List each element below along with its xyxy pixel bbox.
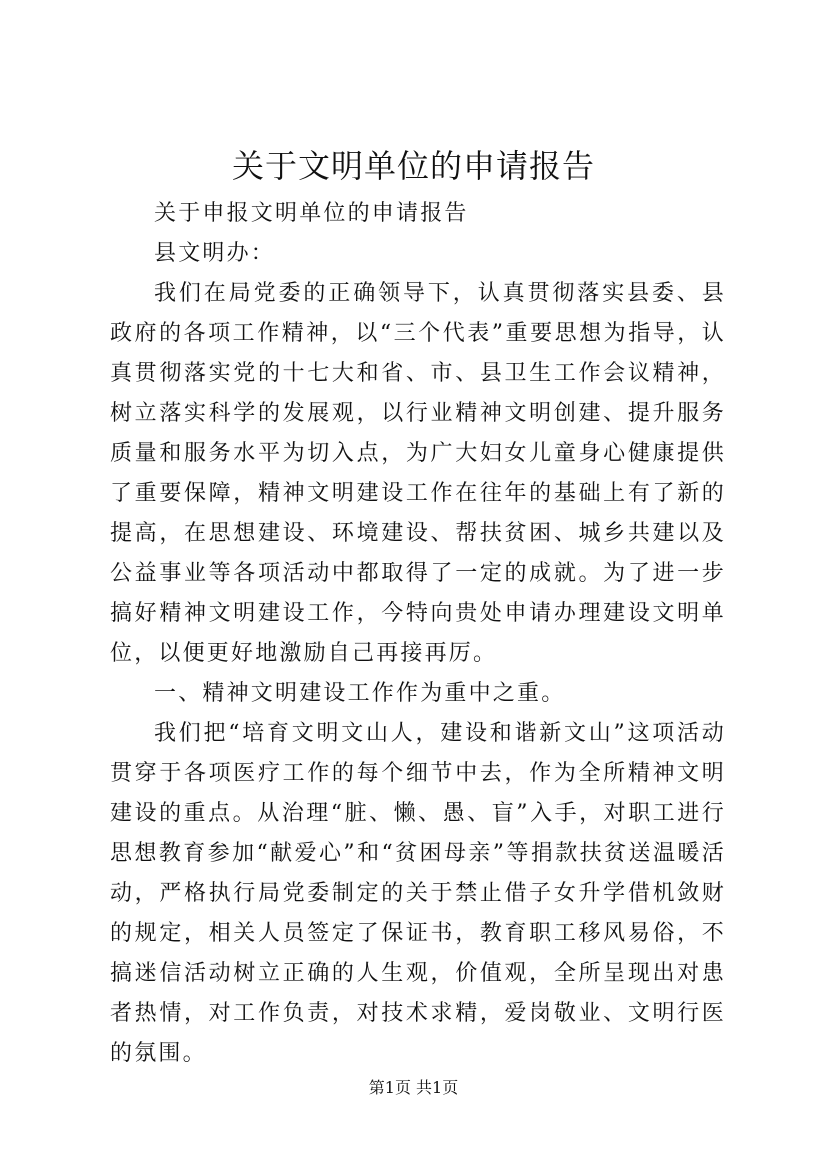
paragraph-section-1: 我们把“培育文明文山人，建设和谐新文山”这项活动贯穿于各项医疗工作的每个细节中去，作为全所精神文明建设的重点。从治理“脏、懒、愚、盲”入手，对职工进行思想教育参加“献爱心”和“贫困母亲”等捐款扶贫送温暖活动，严格执行局党委制定的关于禁止借子女升学借机敛财的规定，相关人员签定了保证书，教育职工移风易俗，不搞迷信活动树立正确的人生观，价值观，全所呈现出对患者热情，对工作负责，对技术求精，爱岗敬业、文明行医的氛围。 [110, 721, 726, 1066]
document-body [110, 194, 726, 1074]
page-title: 关于文明单位的申请报告 [231, 147, 595, 185]
document-subtitle: 关于申报文明单位的申请报告 [154, 201, 469, 226]
page-footer: 第1页 共1页 [368, 1078, 459, 1097]
section-heading-1: 一、精神文明建设工作作为重中之重。 [154, 681, 566, 706]
salutation: 县文明办： [154, 241, 276, 266]
paragraph-intro: 我们在局党委的正确领导下，认真贯彻落实县委、县政府的各项工作精神，以“三个代表”重要思想为指导，认真贯彻落实党的十七大和省、市、县卫生工作会议精神，树立落实科学的发展观，以行业精神文明创建、提升服务质量和服务水平为切入点，为广大妇女儿童身心健康提供了重要保障，精神文明建设工作在往年的基础上有了新的提高，在思想建设、环境建设、帮扶贫困、城乡共建以及公益事业等各项活动中都取得了一定的成就。为了进一步搞好精神文明建设工作，今特向贵处申请办理建设文明单位，以便更好地激励自己再接再厉。 [110, 281, 726, 666]
